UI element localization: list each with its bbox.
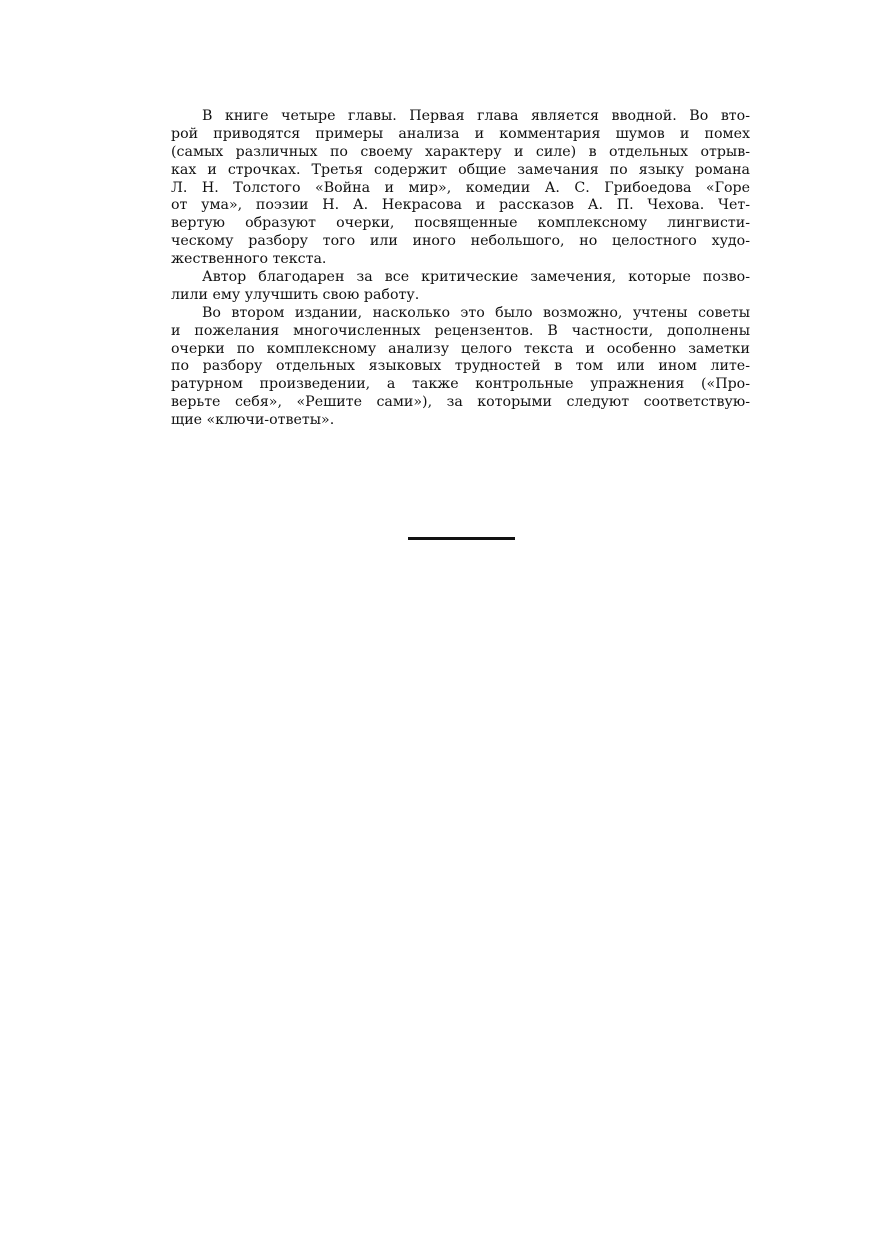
- paragraph-acknowledgment: [171, 269, 750, 305]
- text-line: ратурном произведении, а также контрольные упражнения («Про-: [171, 376, 750, 393]
- text-line: верьте себя», «Решите сами»), за которыми следуют соответствую-: [171, 394, 750, 411]
- paragraph-second-edition: [171, 305, 750, 430]
- text-line: ческому разбору того или иного небольшого, но целостного худо-: [171, 233, 750, 250]
- text-line: рой приводятся примеры анализа и комментария шумов и помех: [171, 125, 750, 142]
- paragraph-chapters: [171, 108, 750, 269]
- text-line: вертую образуют очерки, посвященные комплексному лингвисти-: [171, 215, 750, 232]
- text-line: Во втором издании, насколько это было возможно, учтены советы: [202, 304, 750, 321]
- text-line: жественного текста.: [171, 251, 327, 268]
- text-line: (самых различных по своему характеру и силе) в отдельных отрыв-: [171, 143, 750, 160]
- text-line: от ума», поэзии Н. А. Некрасова и рассказов А. П. Чехова. Чет-: [171, 197, 750, 214]
- body-text: [171, 108, 750, 430]
- section-end-rule: [408, 537, 515, 540]
- text-line: щие «ключи-ответы».: [171, 412, 335, 429]
- text-line: Автор благодарен за все критические замечения, которые позво-: [202, 269, 750, 286]
- text-line: лили ему улучшить свою работу.: [171, 286, 420, 303]
- text-line: и пожелания многочисленных рецензентов. В частности, дополнены: [171, 322, 750, 339]
- text-line: ках и строчках. Третья содержит общие замечания по языку романа: [171, 161, 750, 178]
- text-line: по разбору отдельных языковых трудностей в том или ином лите-: [171, 358, 750, 375]
- text-line: В книге четыре главы. Первая глава является вводной. Во вто-: [202, 108, 750, 124]
- text-line: Л. Н. Толстого «Война и мир», комедии А. С. Грибоедова «Горе: [171, 179, 750, 196]
- text-line: очерки по комплексному анализу целого текста и особенно заметки: [171, 340, 750, 357]
